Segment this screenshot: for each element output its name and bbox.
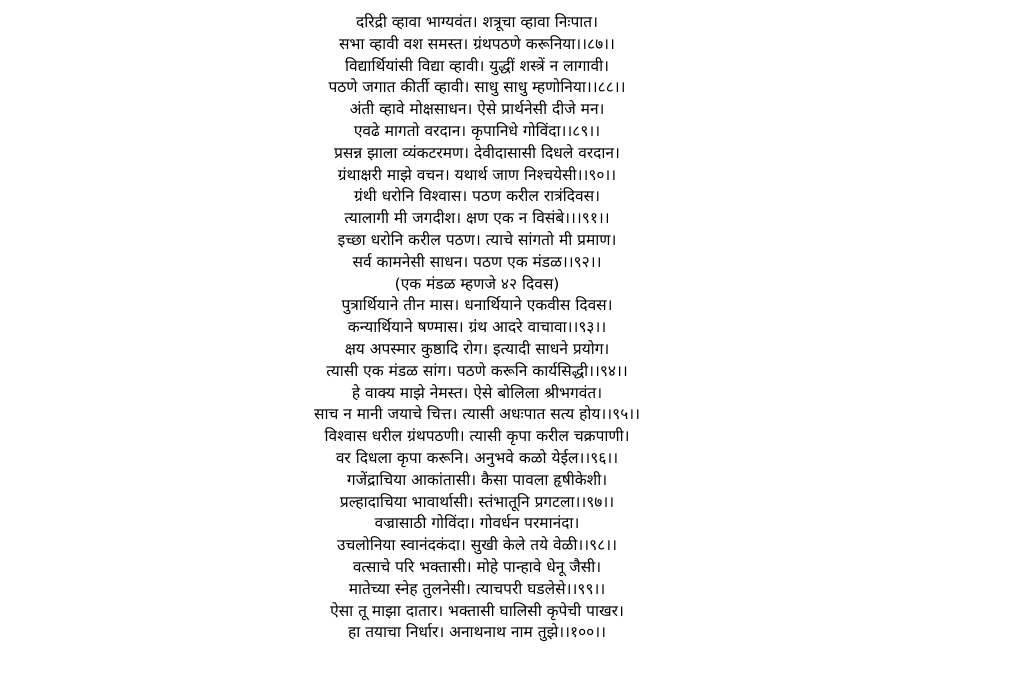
verse-line: गजेंद्राचिया आकांतासी। कैसा पावला हृषीकेशी। bbox=[346, 470, 608, 489]
verse-line: ग्रंथी धरोनि विश्वास। पठण करील रात्रंदिवस। bbox=[354, 187, 600, 206]
verse-line: वर दिधला कृपा करूनि। अनुभवे कळो येईल।।९६।। bbox=[335, 448, 619, 467]
verse-line: कन्यार्थियाने षण्मास। ग्रंथ आदरे वाचावा।।९३।। bbox=[347, 318, 607, 337]
verse-text-block bbox=[0, 12, 954, 644]
verse-line: दरिद्री व्हावा भाग्यवंत। शत्रूचा व्हावा निःपात। bbox=[356, 13, 598, 31]
verse-line: ऐसा तू माझा दातार। भक्तासी घालिसी कृपेची पाखर। bbox=[330, 601, 624, 620]
verse-line: पठणे जगात कीर्ती व्हावी। साधु साधु म्हणोनिया।।८८।। bbox=[328, 78, 626, 97]
verse-line: त्यालागी मी जगदीश। क्षण एक न विसंबे।।।९१।। bbox=[344, 209, 610, 228]
verse-line: प्रल्हादाचिया भावार्थासी। स्तंभातूनि प्रगटला।।९७।। bbox=[339, 492, 615, 511]
verse-line: सर्व कामनेसी साधन। पठण एक मंडळ।।९२।। bbox=[352, 252, 602, 271]
verse-line: इच्छा धरोनि करील पठण। त्याचे सांगतो मी प्रमाण। bbox=[337, 230, 617, 249]
verse-line: एवढे मागतो वरदान। कृपानिधे गोविंदा।।८९।। bbox=[353, 121, 601, 140]
verse-line: (एक मंडळ म्हणजे ४२ दिवस) bbox=[394, 274, 560, 293]
verse-line: उचलोनिया स्वानंदकंदा। सुखी केले तये वेळी।।९८।। bbox=[336, 536, 618, 555]
verse-line: सभा व्हावी वश समस्त। ग्रंथपठणे करूनिया।।८७।। bbox=[339, 34, 615, 53]
verse-line: हा तयाचा निर्धार। अनाथनाथ नाम तुझे।।१००।। bbox=[348, 623, 606, 642]
verse-line: पुत्रार्थियाने तीन मास। धनार्थियाने एकवीस दिवस। bbox=[341, 296, 613, 315]
verse-line: वत्साचे परि भक्तासी। मोहे पान्हावे धेनू जैसी। bbox=[352, 557, 602, 576]
verse-line: मातेच्या स्नेह तुलनेसी। त्याचपरी घडलेसे।।९९।। bbox=[348, 579, 606, 598]
verse-line: प्रसन्न झाला व्यंकटरमण। देवीदासासी दिधले वरदान। bbox=[334, 143, 620, 162]
verse-line: विश्वास धरील ग्रंथपठणी। त्यासी कृपा करील चक्रपाणी। bbox=[324, 427, 630, 446]
verse-line: विद्यार्थियांसी विद्या व्हावी। युद्धीं शस्त्रें न लागावी। bbox=[345, 56, 609, 75]
verse-line: साच न मानी जयाचे चित्त। त्यासी अधःपात सत्य होय।।९५।। bbox=[313, 405, 640, 424]
verse-line: ग्रंथाक्षरी माझे वचन। यथार्थ जाण निश्चयेसी।।९०।। bbox=[337, 165, 617, 184]
verse-line: हे वाक्य माझे नेमस्त। ऐसे बोलिला श्रीभगवंत। bbox=[351, 383, 603, 402]
verse-line: अंती व्हावे मोक्षसाधन। ऐसे प्रार्थनेसी दीजे मन। bbox=[349, 100, 605, 119]
verse-line: त्यासी एक मंडळ सांग। पठणे करूनि कार्यसिद्धी।।९४।। bbox=[326, 361, 628, 380]
verse-line: क्षय अपस्मार कुष्ठादि रोग। इत्यादी साधने प्रयोग। bbox=[344, 339, 610, 358]
verse-line: वज्रासाठी गोविंदा। गोवर्धन परमानंदा। bbox=[374, 514, 580, 533]
